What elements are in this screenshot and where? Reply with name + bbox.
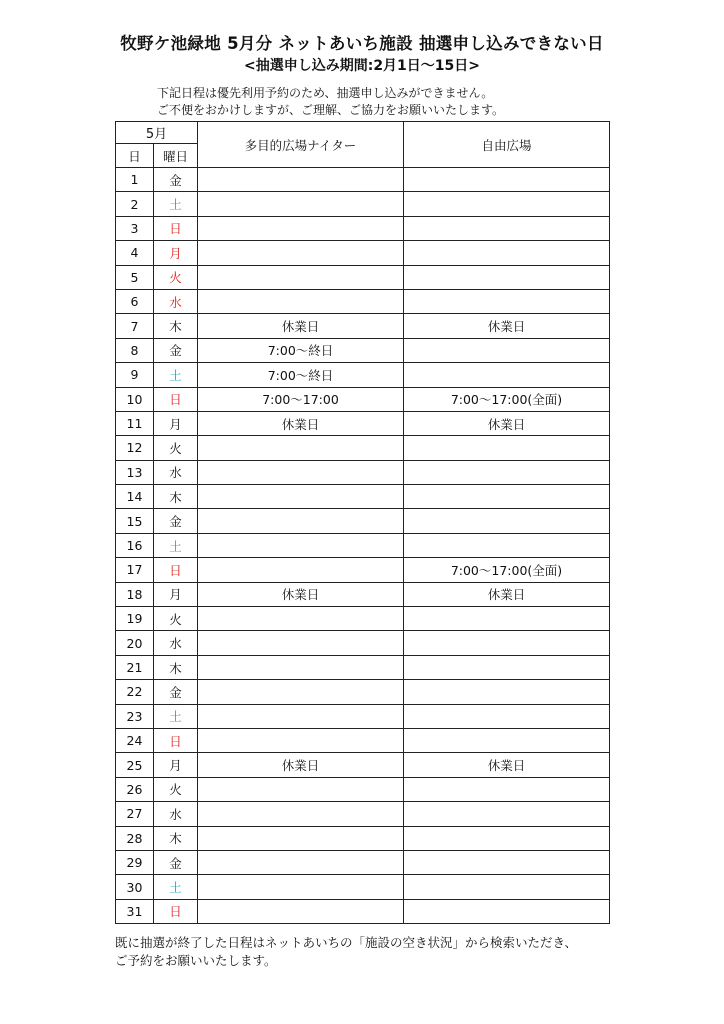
multipurpose-night-cell bbox=[198, 875, 404, 899]
table-row bbox=[116, 875, 610, 899]
weekday-cell: 日 bbox=[154, 216, 198, 240]
multipurpose-night-cell bbox=[198, 655, 404, 679]
column-header-multipurpose-night: 多目的広場ナイター bbox=[198, 122, 404, 168]
table-row bbox=[116, 216, 610, 240]
multipurpose-night-cell bbox=[198, 802, 404, 826]
table-row bbox=[116, 607, 610, 631]
schedule-table bbox=[115, 121, 610, 924]
free-plaza-cell bbox=[404, 436, 610, 460]
table-row bbox=[116, 192, 610, 216]
free-plaza-cell bbox=[404, 363, 610, 387]
weekday-cell: 土 bbox=[154, 533, 198, 557]
month-header: 5月 bbox=[116, 122, 198, 144]
day-cell: 5 bbox=[116, 265, 154, 289]
day-cell: 17 bbox=[116, 558, 154, 582]
table-row bbox=[116, 631, 610, 655]
day-cell: 19 bbox=[116, 607, 154, 631]
weekday-cell: 土 bbox=[154, 875, 198, 899]
free-plaza-cell bbox=[404, 509, 610, 533]
table-row bbox=[116, 241, 610, 265]
free-plaza-cell bbox=[404, 704, 610, 728]
day-cell: 13 bbox=[116, 460, 154, 484]
multipurpose-night-cell bbox=[198, 460, 404, 484]
weekday-cell: 火 bbox=[154, 777, 198, 801]
table-row bbox=[116, 704, 610, 728]
multipurpose-night-cell bbox=[198, 826, 404, 850]
note-line-1: 下記日程は優先利用予約のため、抽選申し込みができません。 bbox=[157, 86, 494, 100]
free-plaza-cell bbox=[404, 168, 610, 192]
free-plaza-cell bbox=[404, 533, 610, 557]
weekday-cell: 月 bbox=[154, 753, 198, 777]
day-cell: 18 bbox=[116, 582, 154, 606]
table-row bbox=[116, 777, 610, 801]
day-cell: 20 bbox=[116, 631, 154, 655]
weekday-cell: 木 bbox=[154, 314, 198, 338]
table-row bbox=[116, 826, 610, 850]
table-row bbox=[116, 460, 610, 484]
schedule-body bbox=[116, 168, 610, 924]
day-cell: 27 bbox=[116, 802, 154, 826]
table-row bbox=[116, 802, 610, 826]
table-row bbox=[116, 582, 610, 606]
free-plaza-cell bbox=[404, 289, 610, 313]
day-cell: 1 bbox=[116, 168, 154, 192]
table-row bbox=[116, 655, 610, 679]
free-plaza-cell bbox=[404, 216, 610, 240]
application-period: <抽選申し込み期間:2月1日〜15日> bbox=[243, 58, 481, 74]
multipurpose-night-cell bbox=[198, 509, 404, 533]
weekday-cell: 土 bbox=[154, 192, 198, 216]
multipurpose-night-cell bbox=[198, 899, 404, 923]
table-row bbox=[116, 509, 610, 533]
multipurpose-night-cell bbox=[198, 728, 404, 752]
multipurpose-night-cell bbox=[198, 533, 404, 557]
weekday-cell: 土 bbox=[154, 363, 198, 387]
weekday-cell: 日 bbox=[154, 387, 198, 411]
table-row bbox=[116, 265, 610, 289]
weekday-cell: 水 bbox=[154, 289, 198, 313]
weekday-cell: 金 bbox=[154, 680, 198, 704]
multipurpose-night-cell: 休業日 bbox=[198, 582, 404, 606]
day-cell: 23 bbox=[116, 704, 154, 728]
weekday-cell: 月 bbox=[154, 582, 198, 606]
free-plaza-cell bbox=[404, 899, 610, 923]
free-plaza-cell bbox=[404, 460, 610, 484]
free-plaza-cell bbox=[404, 680, 610, 704]
multipurpose-night-cell bbox=[198, 192, 404, 216]
footer-line-1: 既に抽選が終了した日程はネットあいちの「施設の空き状況」から検索いただき、 bbox=[115, 935, 578, 950]
multipurpose-night-cell bbox=[198, 168, 404, 192]
weekday-cell: 火 bbox=[154, 436, 198, 460]
multipurpose-night-cell bbox=[198, 680, 404, 704]
weekday-cell: 木 bbox=[154, 485, 198, 509]
free-plaza-cell bbox=[404, 802, 610, 826]
footer-line-2: ご予約をお願いいたします。 bbox=[115, 953, 277, 968]
day-cell: 16 bbox=[116, 533, 154, 557]
multipurpose-night-cell bbox=[198, 850, 404, 874]
weekday-cell: 日 bbox=[154, 558, 198, 582]
table-row bbox=[116, 533, 610, 557]
day-cell: 10 bbox=[116, 387, 154, 411]
table-row bbox=[116, 485, 610, 509]
day-cell: 4 bbox=[116, 241, 154, 265]
weekday-cell: 木 bbox=[154, 655, 198, 679]
weekday-cell: 月 bbox=[154, 411, 198, 435]
day-header: 日 bbox=[116, 144, 154, 168]
table-row bbox=[116, 436, 610, 460]
day-cell: 22 bbox=[116, 680, 154, 704]
table-row bbox=[116, 899, 610, 923]
free-plaza-cell bbox=[404, 338, 610, 362]
free-plaza-cell bbox=[404, 875, 610, 899]
table-row bbox=[116, 387, 610, 411]
table-row bbox=[116, 363, 610, 387]
weekday-cell: 水 bbox=[154, 802, 198, 826]
weekday-cell: 水 bbox=[154, 631, 198, 655]
day-cell: 24 bbox=[116, 728, 154, 752]
day-cell: 8 bbox=[116, 338, 154, 362]
free-plaza-cell bbox=[404, 655, 610, 679]
day-cell: 29 bbox=[116, 850, 154, 874]
table-row bbox=[116, 728, 610, 752]
multipurpose-night-cell: 7:00〜終日 bbox=[198, 338, 404, 362]
weekday-cell: 金 bbox=[154, 850, 198, 874]
free-plaza-cell: 休業日 bbox=[404, 582, 610, 606]
multipurpose-night-cell bbox=[198, 241, 404, 265]
note-line-2: ご不便をおかけしますが、ご理解、ご協力をお願いいたします。 bbox=[157, 103, 505, 117]
free-plaza-cell bbox=[404, 850, 610, 874]
free-plaza-cell: 休業日 bbox=[404, 753, 610, 777]
free-plaza-cell bbox=[404, 192, 610, 216]
day-cell: 14 bbox=[116, 485, 154, 509]
day-cell: 3 bbox=[116, 216, 154, 240]
day-cell: 9 bbox=[116, 363, 154, 387]
day-cell: 21 bbox=[116, 655, 154, 679]
multipurpose-night-cell bbox=[198, 265, 404, 289]
weekday-cell: 火 bbox=[154, 265, 198, 289]
multipurpose-night-cell: 休業日 bbox=[198, 411, 404, 435]
free-plaza-cell bbox=[404, 265, 610, 289]
day-cell: 25 bbox=[116, 753, 154, 777]
multipurpose-night-cell bbox=[198, 485, 404, 509]
weekday-cell: 水 bbox=[154, 460, 198, 484]
day-cell: 2 bbox=[116, 192, 154, 216]
table-row bbox=[116, 558, 610, 582]
free-plaza-cell bbox=[404, 777, 610, 801]
multipurpose-night-cell bbox=[198, 436, 404, 460]
weekday-header: 曜日 bbox=[154, 144, 198, 168]
page-title: 牧野ケ池緑地 5月分 ネットあいち施設 抽選申し込みできない日 bbox=[120, 34, 604, 53]
weekday-cell: 木 bbox=[154, 826, 198, 850]
weekday-cell: 金 bbox=[154, 168, 198, 192]
table-row bbox=[116, 168, 610, 192]
multipurpose-night-cell bbox=[198, 631, 404, 655]
free-plaza-cell bbox=[404, 728, 610, 752]
free-plaza-cell bbox=[404, 607, 610, 631]
day-cell: 28 bbox=[116, 826, 154, 850]
multipurpose-night-cell bbox=[198, 704, 404, 728]
table-row bbox=[116, 338, 610, 362]
multipurpose-night-cell bbox=[198, 607, 404, 631]
weekday-cell: 金 bbox=[154, 338, 198, 362]
table-row bbox=[116, 753, 610, 777]
column-header-free-plaza: 自由広場 bbox=[404, 122, 610, 168]
day-cell: 26 bbox=[116, 777, 154, 801]
table-row bbox=[116, 850, 610, 874]
free-plaza-cell: 7:00〜17:00(全面) bbox=[404, 558, 610, 582]
day-cell: 30 bbox=[116, 875, 154, 899]
multipurpose-night-cell bbox=[198, 558, 404, 582]
free-plaza-cell bbox=[404, 826, 610, 850]
weekday-cell: 日 bbox=[154, 728, 198, 752]
free-plaza-cell bbox=[404, 631, 610, 655]
multipurpose-night-cell bbox=[198, 777, 404, 801]
weekday-cell: 火 bbox=[154, 607, 198, 631]
day-cell: 15 bbox=[116, 509, 154, 533]
day-cell: 12 bbox=[116, 436, 154, 460]
day-cell: 31 bbox=[116, 899, 154, 923]
free-plaza-cell: 休業日 bbox=[404, 314, 610, 338]
multipurpose-night-cell bbox=[198, 216, 404, 240]
day-cell: 11 bbox=[116, 411, 154, 435]
table-row bbox=[116, 411, 610, 435]
table-row bbox=[116, 289, 610, 313]
day-cell: 7 bbox=[116, 314, 154, 338]
multipurpose-night-cell: 7:00〜17:00 bbox=[198, 387, 404, 411]
table-row bbox=[116, 314, 610, 338]
multipurpose-night-cell bbox=[198, 289, 404, 313]
weekday-cell: 日 bbox=[154, 899, 198, 923]
free-plaza-cell: 休業日 bbox=[404, 411, 610, 435]
multipurpose-night-cell: 7:00〜終日 bbox=[198, 363, 404, 387]
table-row bbox=[116, 680, 610, 704]
weekday-cell: 金 bbox=[154, 509, 198, 533]
free-plaza-cell bbox=[404, 485, 610, 509]
weekday-cell: 土 bbox=[154, 704, 198, 728]
day-cell: 6 bbox=[116, 289, 154, 313]
weekday-cell: 月 bbox=[154, 241, 198, 265]
free-plaza-cell bbox=[404, 241, 610, 265]
multipurpose-night-cell: 休業日 bbox=[198, 314, 404, 338]
multipurpose-night-cell: 休業日 bbox=[198, 753, 404, 777]
free-plaza-cell: 7:00〜17:00(全面) bbox=[404, 387, 610, 411]
